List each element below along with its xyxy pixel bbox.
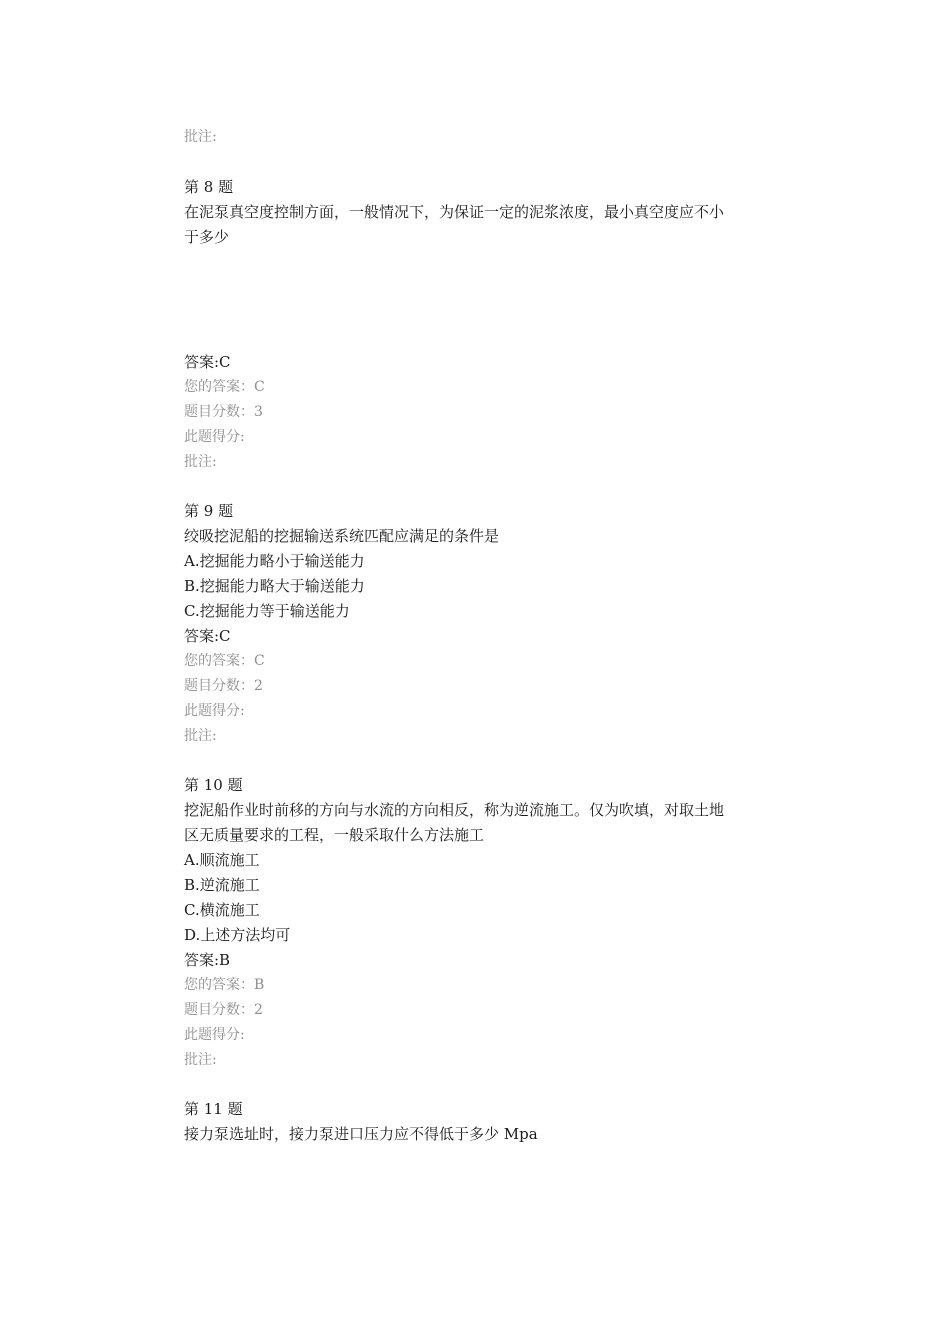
question-9-option-a: A.挖掘能力略小于输送能力	[184, 552, 365, 570]
question-11-title: 第 11 题	[184, 1100, 243, 1118]
question-10-option-a: A.顺流施工	[184, 851, 260, 869]
question-10-option-b: B.逆流施工	[184, 876, 260, 894]
question-11-text: 接力泵选址时，接力泵进口压力应不得低于多少 Mpa	[184, 1125, 538, 1143]
question-9-remark: 批注:	[184, 728, 217, 744]
question-8-score: 此题得分:	[184, 429, 245, 445]
question-10-option-d: D.上述方法均可	[184, 926, 291, 944]
question-9-option-c: C.挖掘能力等于输送能力	[184, 602, 350, 620]
question-8-answer: 答案:C	[184, 353, 231, 371]
question-8-points: 题目分数：3	[184, 404, 263, 420]
question-8-your-answer: 您的答案：C	[184, 379, 265, 395]
question-10-points: 题目分数：2	[184, 1002, 263, 1018]
question-10-text-cont: 区无质量要求的工程，一般采取什么方法施工	[184, 826, 485, 844]
question-10-score: 此题得分:	[184, 1027, 245, 1043]
question-9-title: 第 9 题	[184, 502, 234, 520]
question-9-points: 题目分数：2	[184, 678, 263, 694]
remark-label: 批注:	[184, 129, 217, 145]
question-10-remark: 批注:	[184, 1052, 217, 1068]
question-10-text: 挖泥船作业时前移的方向与水流的方向相反，称为逆流施工。仅为吹填，对取土地	[184, 801, 725, 819]
question-10-title: 第 10 题	[184, 776, 243, 794]
question-9-answer: 答案:C	[184, 627, 231, 645]
question-9-option-b: B.挖掘能力略大于输送能力	[184, 577, 365, 595]
question-8-text-cont: 于多少	[184, 228, 230, 246]
question-10-option-c: C.横流施工	[184, 901, 260, 919]
question-8-title: 第 8 题	[184, 178, 234, 196]
question-10-your-answer: 您的答案：B	[184, 977, 265, 993]
question-8-text: 在泥泵真空度控制方面，一般情况下，为保证一定的泥浆浓度，最小真空度应不小	[184, 203, 725, 221]
question-10-answer: 答案:B	[184, 951, 231, 969]
question-9-score: 此题得分:	[184, 703, 245, 719]
question-9-your-answer: 您的答案：C	[184, 653, 265, 669]
question-9-text: 绞吸挖泥船的挖掘输送系统匹配应满足的条件是	[184, 527, 500, 545]
question-8-remark: 批注:	[184, 454, 217, 470]
